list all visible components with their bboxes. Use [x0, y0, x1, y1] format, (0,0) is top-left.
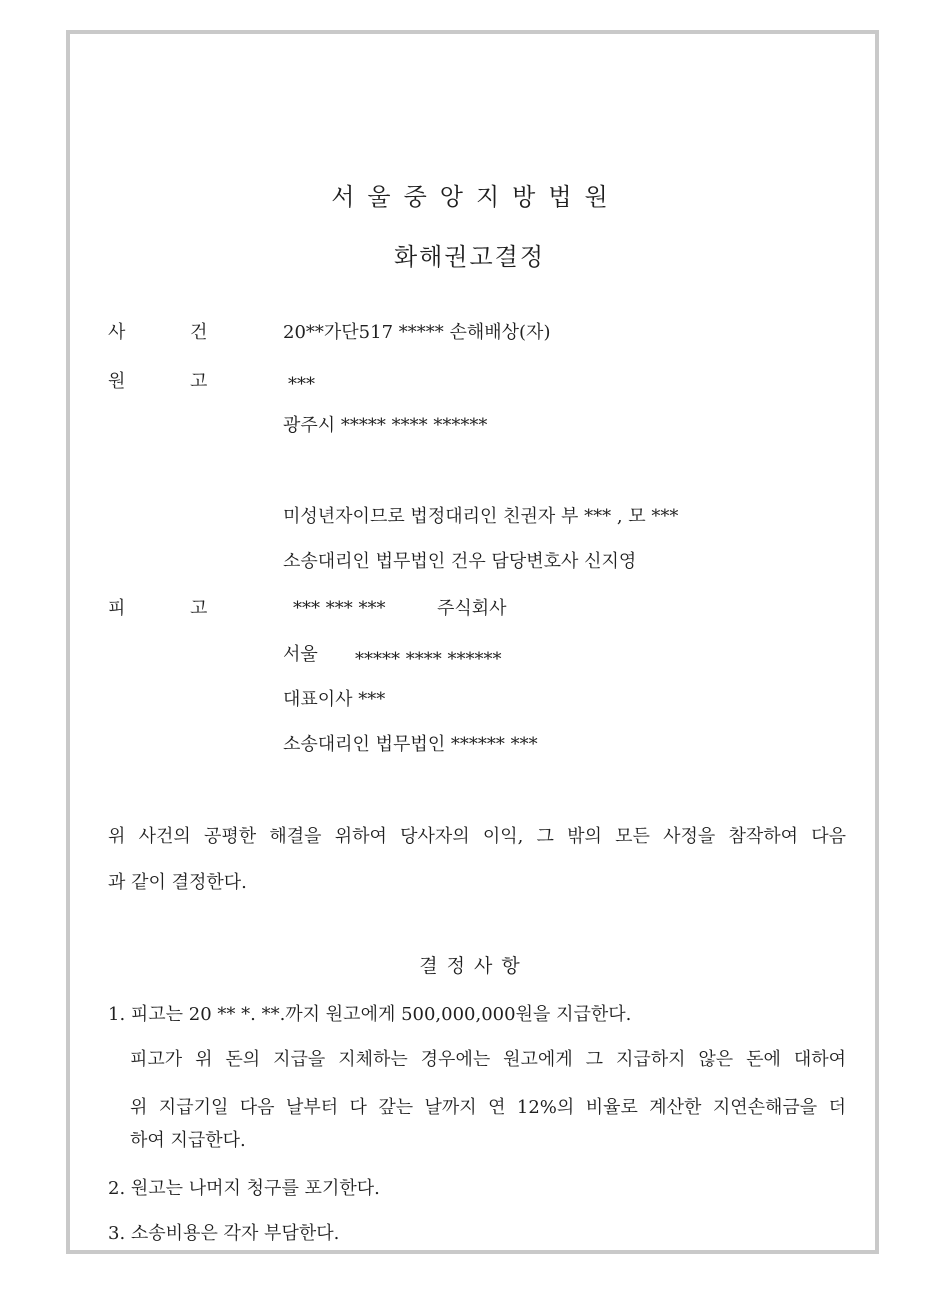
defendant-name: *** *** *** — [293, 598, 386, 619]
decision-item-1-detail-2: 위 지급기일 다음 날부터 다 갚는 날까지 연 12%의 비율로 계산한 지연손해금을 더 — [130, 1097, 846, 1118]
plaintiff-counsel: 소송대리인 법무법인 건우 담당변호사 신지영 — [283, 551, 637, 572]
defendant-label-1: 피 — [108, 598, 126, 619]
case-label-2: 건 — [190, 322, 208, 343]
case-number: 20**가단517 ***** 손해배상(자) — [283, 322, 551, 343]
defendant-company-suffix: 주식회사 — [437, 598, 507, 619]
defendant-address-city: 서울 — [283, 644, 318, 665]
decision-item-1-detail-1: 피고가 위 돈의 지급을 지체하는 경우에는 원고에게 그 지급하지 않은 돈에 대하여 — [130, 1049, 846, 1070]
plaintiff-address: 광주시 ***** **** ****** — [283, 415, 488, 436]
plaintiff-guardian: 미성년자이므로 법정대리인 친권자 부 *** , 모 *** — [283, 506, 679, 527]
decision-item-2: 2. 원고는 나머지 청구를 포기한다. — [108, 1178, 380, 1199]
defendant-label-2: 고 — [190, 598, 208, 619]
plaintiff-label-1: 원 — [108, 371, 126, 392]
decision-item-1-detail-3: 하여 지급한다. — [130, 1130, 246, 1151]
defendant-address: ***** **** ****** — [355, 649, 502, 670]
decision-item-3: 3. 소송비용은 각자 부담한다. — [108, 1223, 340, 1244]
intro-line-1: 위 사건의 공평한 해결을 위하여 당사자의 이익, 그 밖의 모든 사정을 참작하여 다음 — [108, 826, 846, 847]
document-title: 화해권고결정 — [393, 243, 546, 271]
plaintiff-label-2: 고 — [190, 371, 208, 392]
defendant-counsel: 소송대리인 법무법인 ****** *** — [283, 734, 538, 755]
decision-item-1: 1. 피고는 20 ** *. **.까지 원고에게 500,000,000원을 지급한다. — [108, 1004, 632, 1025]
court-name: 서울중앙지방법원 — [331, 183, 621, 211]
intro-line-2: 과 같이 결정한다. — [108, 872, 247, 893]
section-title: 결정사항 — [419, 955, 529, 977]
defendant-representative: 대표이사 *** — [283, 689, 386, 710]
case-label-1: 사 — [108, 322, 126, 343]
plaintiff-name: *** — [288, 374, 315, 395]
